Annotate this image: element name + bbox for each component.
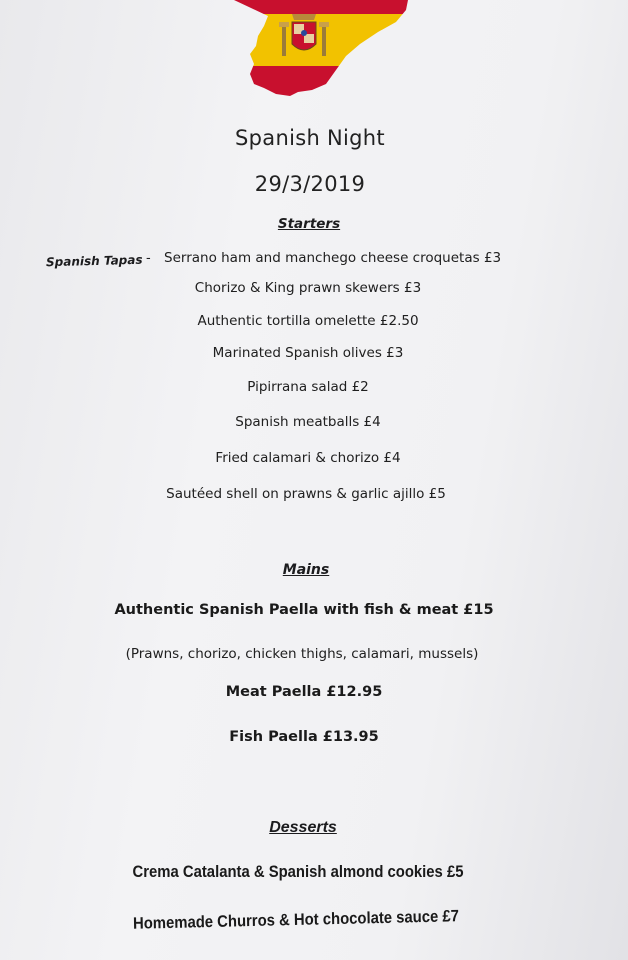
main-item: Fish Paella £13.95 — [229, 729, 379, 745]
page-title: Spanish Night — [235, 126, 385, 150]
tapas-dash: - — [146, 251, 151, 266]
event-date: 29/3/2019 — [254, 172, 366, 196]
starter-item: Marinated Spanish olives £3 — [212, 345, 404, 361]
dessert-item: Crema Catalanta & Spanish almond cookies £5 — [132, 863, 464, 881]
dessert-item: Homemade Churros & Hot chocolate sauce £7 — [132, 907, 460, 933]
main-item: Authentic Spanish Paella with fish & meat £15 — [114, 602, 494, 618]
starters-heading: Starters — [277, 216, 341, 232]
starter-item: Sautéed shell on prawns & garlic ajillo £5 — [166, 486, 446, 502]
main-item-note: (Prawns, chorizo, chicken thighs, calamari, mussels) — [125, 646, 479, 662]
starter-item: Fried calamari & chorizo £4 — [215, 450, 401, 466]
tapas-label: Spanish Tapas — [45, 252, 143, 270]
starter-item: Authentic tortilla omelette £2.50 — [197, 313, 419, 329]
desserts-heading: Desserts — [269, 819, 337, 836]
mains-heading: Mains — [282, 562, 330, 578]
starter-item: Pipirrana salad £2 — [247, 379, 369, 395]
starter-item: Chorizo & King prawn skewers £3 — [194, 280, 422, 296]
main-item: Meat Paella £12.95 — [225, 684, 383, 700]
starter-item: Spanish meatballs £4 — [235, 414, 381, 430]
starter-item: Serrano ham and manchego cheese croquetas £3 — [164, 250, 502, 266]
spain-flag-map-icon — [228, 0, 410, 100]
